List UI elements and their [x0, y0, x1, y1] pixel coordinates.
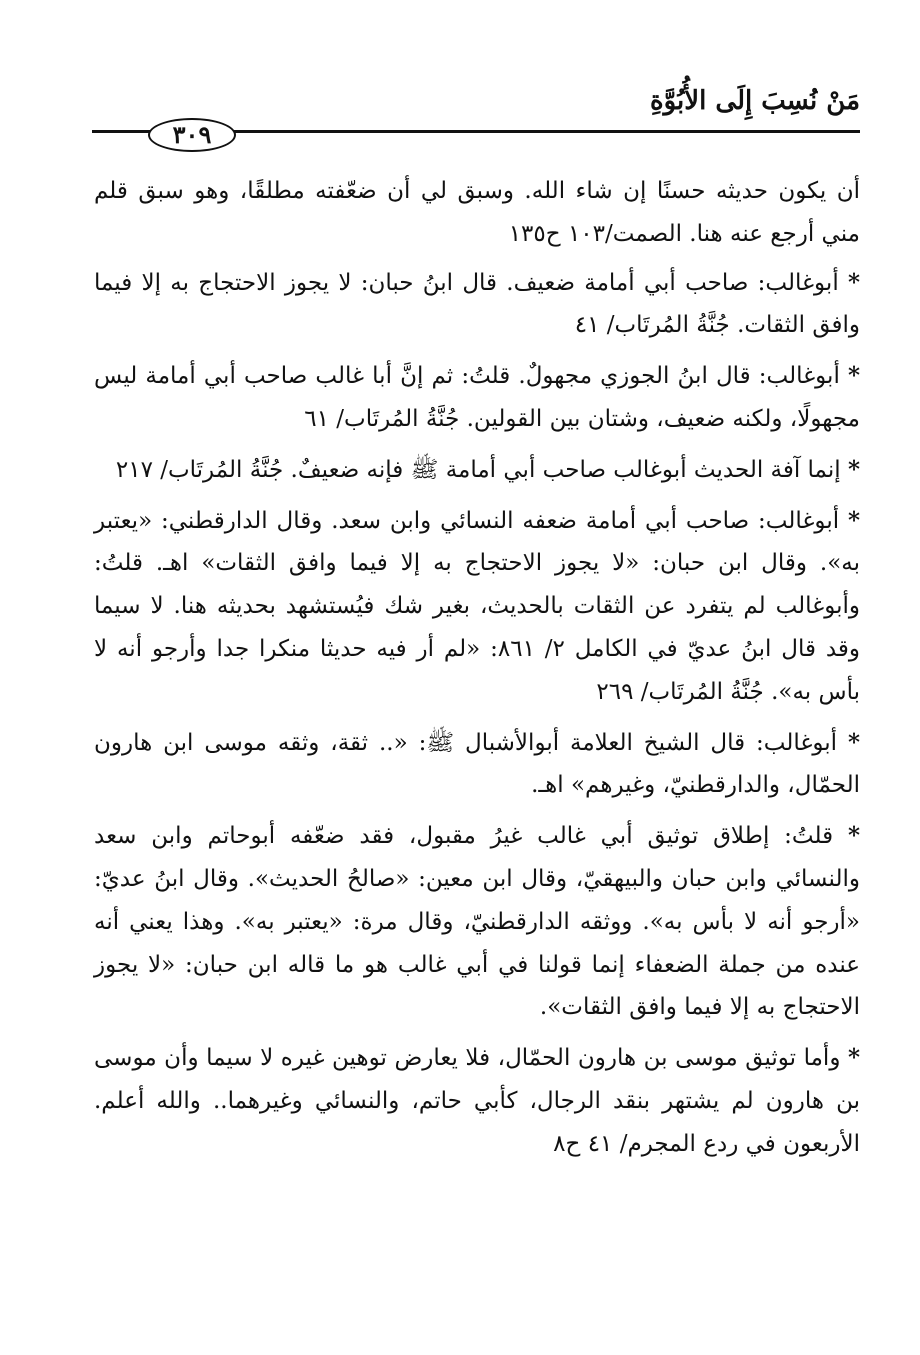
bullet-asterisk: * [847, 506, 860, 534]
paragraph-text: أبوغالب: قال ابنُ الجوزي مجهولٌ. قلتُ: ثم إنَّ أبا غالب صاحب أبي أمامة ليس مجهولًا، ولكنه ضعيف، وشتان بين القولين. جُنَّةُ المُرتَاب/ ٦١ [94, 363, 860, 432]
bullet-asterisk: * [847, 362, 860, 390]
bullet-asterisk: * [847, 1044, 861, 1072]
bullet-asterisk: * [847, 728, 860, 756]
paragraph [94, 500, 860, 714]
running-header-title: مَنْ نُسِبَ إِلَى الأُبُوَّةِ [650, 86, 860, 116]
paragraph-text: أبوغالب: قال الشيخ العلامة أبوالأشبال ﷺ: «.. ثقة، وثقه موسى ابن هارون الحمّال، والدارقطنيّ، وغيرهم» اهـ. [94, 729, 860, 799]
body-text [94, 170, 860, 1174]
paragraph [94, 355, 860, 441]
paragraph [94, 449, 860, 492]
paragraph-text: أبوغالب: صاحب أبي أمامة ضعيف. قال ابنُ حبان: لا يجوز الاحتجاج به إلا فيما وافق الثقات. جُنَّةُ المُرتَاب/ ٤١ [94, 269, 860, 339]
paragraph [94, 262, 860, 348]
paragraph-text: إنما آفة الحديث أبوغالب صاحب أبي أمامة ﷺ فإنه ضعيفٌ. جُنَّةُ المُرتَاب/ ٢١٧ [115, 456, 841, 483]
bullet-asterisk: * [847, 822, 861, 850]
page-number-badge: ٣٠٩ [148, 118, 236, 152]
paragraph-text: أبوغالب: صاحب أبي أمامة ضعفه النسائي وابن سعد. وقال الدارقطني: «يعتبر به». وقال ابن حبان: «لا يجوز الاحتجاج به إلا فيما وافق الثقات» اهـ. قلتُ: وأبوغالب لم يتفرد عن الثقات بالحديث، بغير شك فيُستشهد بحديثه هنا. لا سيما وقد قال ابنُ عديّ في الكامل ٢/ ٨٦١: «لم أر فيه حديثا منكرا جدا وأرجو أنه لا بأس به». جُنَّةُ المُرتَاب/ ٢٦٩ [94, 507, 860, 705]
paragraph [94, 722, 860, 808]
paragraph-text: أن يكون حديثه حسنًا إن شاء الله. وسبق لي أن ضعّفته مطلقًا، وهو سبق قلم مني أرجع عنه هنا. الصمت/١٠٣ ح١٣٥ [94, 178, 860, 247]
paragraph [94, 170, 860, 256]
paragraph-text: وأما توثيق موسى بن هارون الحمّال، فلا يعارض توهين غيره لا سيما وأن موسى بن هارون لم يشتهر بنقد الرجال، كأبي حاتم، والنسائي وغيرهما.. والله أعلم. الأربعون في ردع المجرم/ ٤١ ح٨ [94, 1045, 860, 1157]
bullet-asterisk: * [847, 455, 860, 483]
bullet-asterisk: * [847, 268, 861, 296]
paragraph [94, 1037, 860, 1165]
paragraph [94, 815, 860, 1029]
paragraph-text: قلتُ: إطلاق توثيق أبي غالب غيرُ مقبول، فقد ضعّفه أبوحاتم وابن سعد والنسائي وابن حبان والبيهقيّ، وقال ابن معين: «صالحُ الحديث». وقال ابنُ عديّ: «أرجو أنه لا بأس به». ووثقه الدارقطنيّ، وقال مرة: «يعتبر به». وهذا يعني أنه عنده من جملة الضعفاء إنما قولنا في أبي غالب هو ما قاله ابن حبان: «لا يجوز الاحتجاج به إلا فيما وافق الثقات». [94, 823, 860, 1021]
